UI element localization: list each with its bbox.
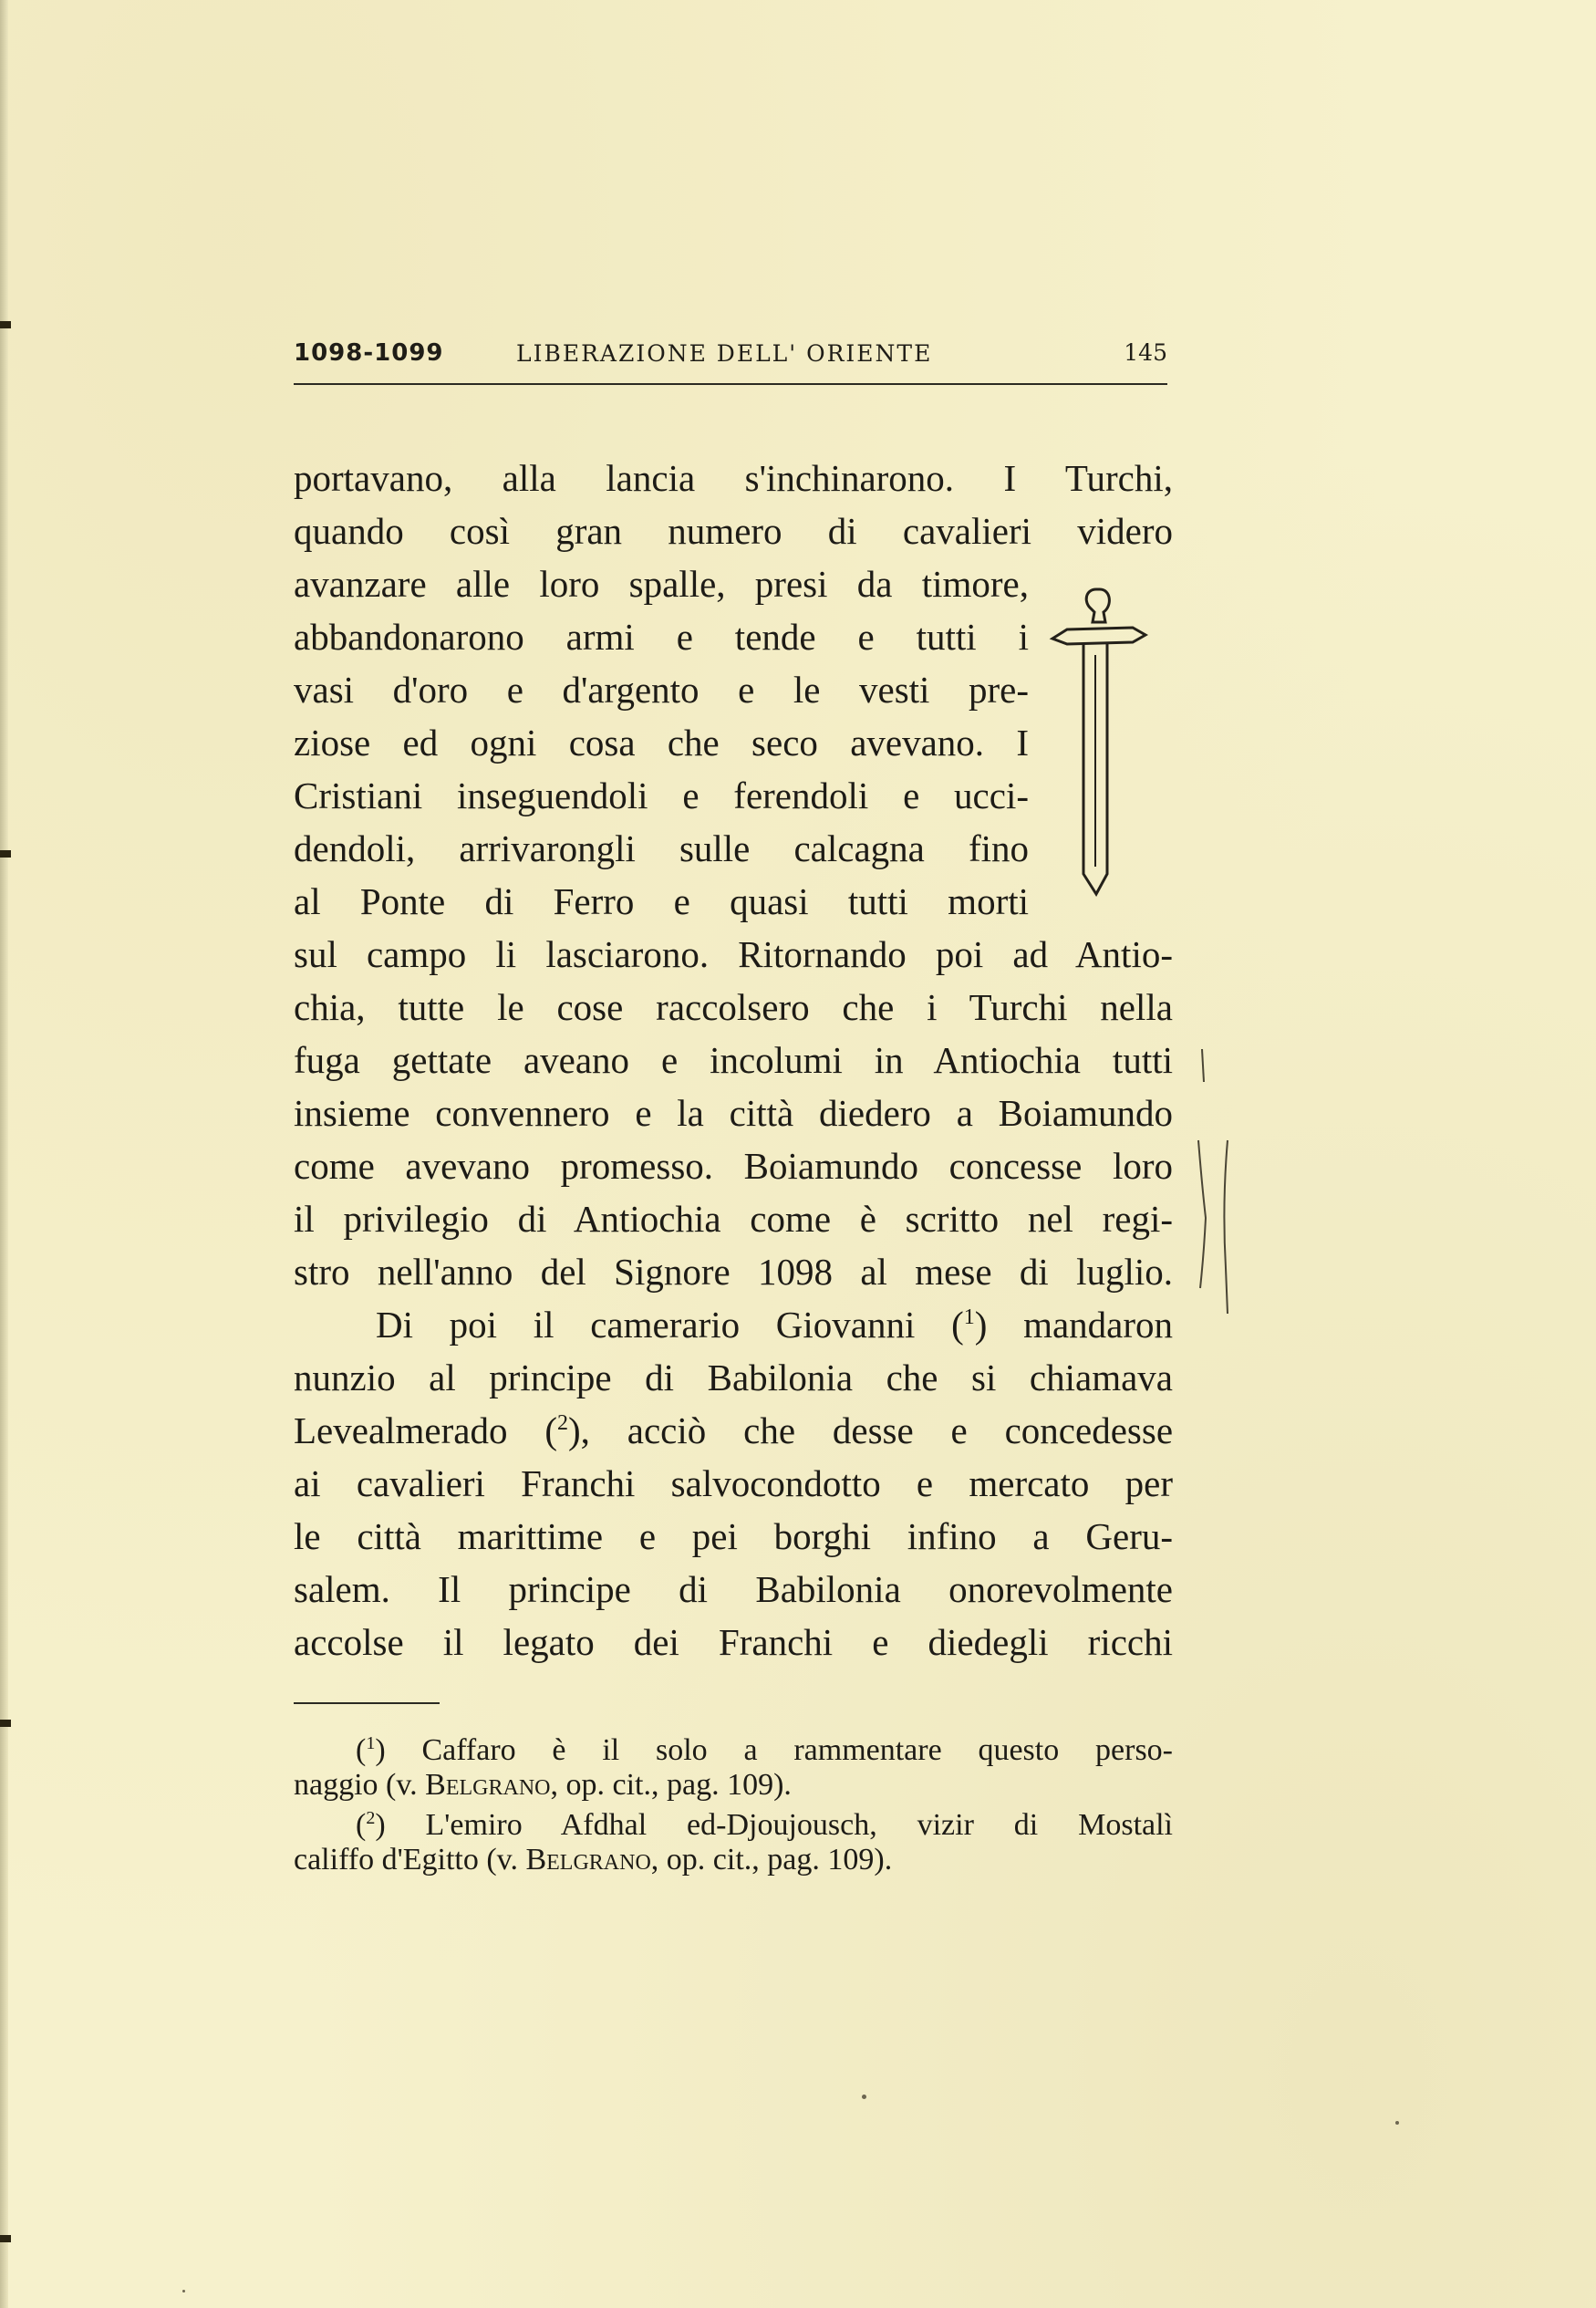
- footnote-paren: (: [356, 1733, 367, 1767]
- author-name: Belgrano: [525, 1843, 651, 1877]
- text-line: Cristiani inseguendoli e ferendoli e ucci-: [294, 775, 1029, 816]
- text-line: le città marittime e pei borghi infino a Geru-: [294, 1515, 1173, 1557]
- text-fragment: Levealmerado (: [294, 1409, 557, 1451]
- text-line: ziose ed ogni cosa che seco avevano. I: [294, 722, 1029, 764]
- text-line: il privilegio di Antiochia come è scritto nel regi-: [294, 1198, 1173, 1240]
- edge-mark: [0, 2235, 11, 2242]
- text-line: [376, 1298, 1173, 1351]
- text-line: portavano, alla lancia s'inchinarono. I Turchi,: [294, 457, 1173, 499]
- text-line: al Ponte di Ferro e quasi tutti morti: [294, 880, 1029, 922]
- text-line: stro nell'anno del Signore 1098 al mese di luglio.: [294, 1251, 1173, 1293]
- author-name: Belgrano: [425, 1768, 551, 1802]
- footnote-1-continued: [294, 1768, 987, 1803]
- footnote-2-continued: [294, 1843, 1096, 1877]
- text-line: ai cavalieri Franchi salvocondotto e mercato per: [294, 1462, 1173, 1504]
- footnote-text: ) L'emiro Afdhal ed-Djoujousch, vizir di Mostalì: [375, 1808, 1173, 1842]
- text-line: sul campo li lasciarono. Ritornando poi ad Antio-: [294, 933, 1173, 975]
- sword-drawing: [1049, 584, 1149, 899]
- text-line: avanzare alle loro spalle, presi da timore,: [294, 563, 1029, 605]
- text-fragment: Di poi il camerario Giovanni (: [376, 1304, 964, 1346]
- header-years: 1098-1099: [294, 339, 444, 367]
- text-line: come avevano promesso. Boiamundo concesse loro: [294, 1145, 1173, 1187]
- page-number: 145: [1124, 339, 1167, 366]
- footnote-text: ) Caffaro è il solo a rammentare questo perso-: [375, 1733, 1173, 1767]
- text-line: nunzio al principe di Babilonia che si chiamava: [294, 1357, 1173, 1398]
- text-line: insieme convennero e la città diedero a Boiamundo: [294, 1092, 1173, 1134]
- paper-speck: [1395, 2121, 1399, 2125]
- footnote-number: 1: [366, 1733, 376, 1753]
- edge-mark: [0, 321, 11, 328]
- footnote-number: 2: [366, 1808, 376, 1828]
- footnote-2: [356, 1808, 1173, 1843]
- footnote-ref: 1: [963, 1305, 975, 1329]
- footnote-text: , op. cit., pag. 109).: [650, 1843, 893, 1877]
- paper-speck: [182, 2290, 185, 2292]
- running-header: [294, 336, 1167, 385]
- text-line: fuga gettate aveano e incolumi in Antiochia tutti: [294, 1039, 1173, 1081]
- footnote-rule: [294, 1702, 440, 1704]
- footnote-text: califfo d'Egitto (v.: [294, 1843, 526, 1877]
- text-line: chia, tutte le cose raccolsero che i Turchi nella: [294, 986, 1173, 1028]
- text-line: quando così gran numero di cavalieri videro: [294, 510, 1173, 552]
- text-fragment: ) mandaron: [974, 1304, 1174, 1346]
- text-line: vasi d'oro e d'argento e le vesti pre-: [294, 669, 1029, 711]
- footnote-text: , op. cit., pag. 109).: [550, 1768, 792, 1802]
- text-line: salem. Il principe di Babilonia onorevolmente: [294, 1568, 1173, 1610]
- page-edge: [0, 0, 8, 2308]
- text-line: accolse il legato dei Franchi e diedegli ricchi: [294, 1621, 1173, 1663]
- text-line: [294, 1404, 1173, 1457]
- header-title: LIBERAZIONE DELL' ORIENTE: [516, 340, 933, 367]
- paper-speck: [862, 2095, 866, 2099]
- edge-mark: [0, 1720, 11, 1727]
- footnote-text: naggio (v.: [294, 1768, 426, 1802]
- footnote-1: [356, 1733, 1173, 1768]
- pencil-margin-lines: [1195, 1049, 1240, 1323]
- text-fragment: ), acciò che desse e concedesse: [568, 1409, 1174, 1451]
- footnote-paren: (: [356, 1808, 367, 1842]
- text-line: dendoli, arrivarongli sulle calcagna fino: [294, 827, 1029, 869]
- footnote-ref: 2: [557, 1411, 568, 1435]
- edge-mark: [0, 850, 11, 858]
- text-line: abbandonarono armi e tende e tutti i: [294, 616, 1029, 658]
